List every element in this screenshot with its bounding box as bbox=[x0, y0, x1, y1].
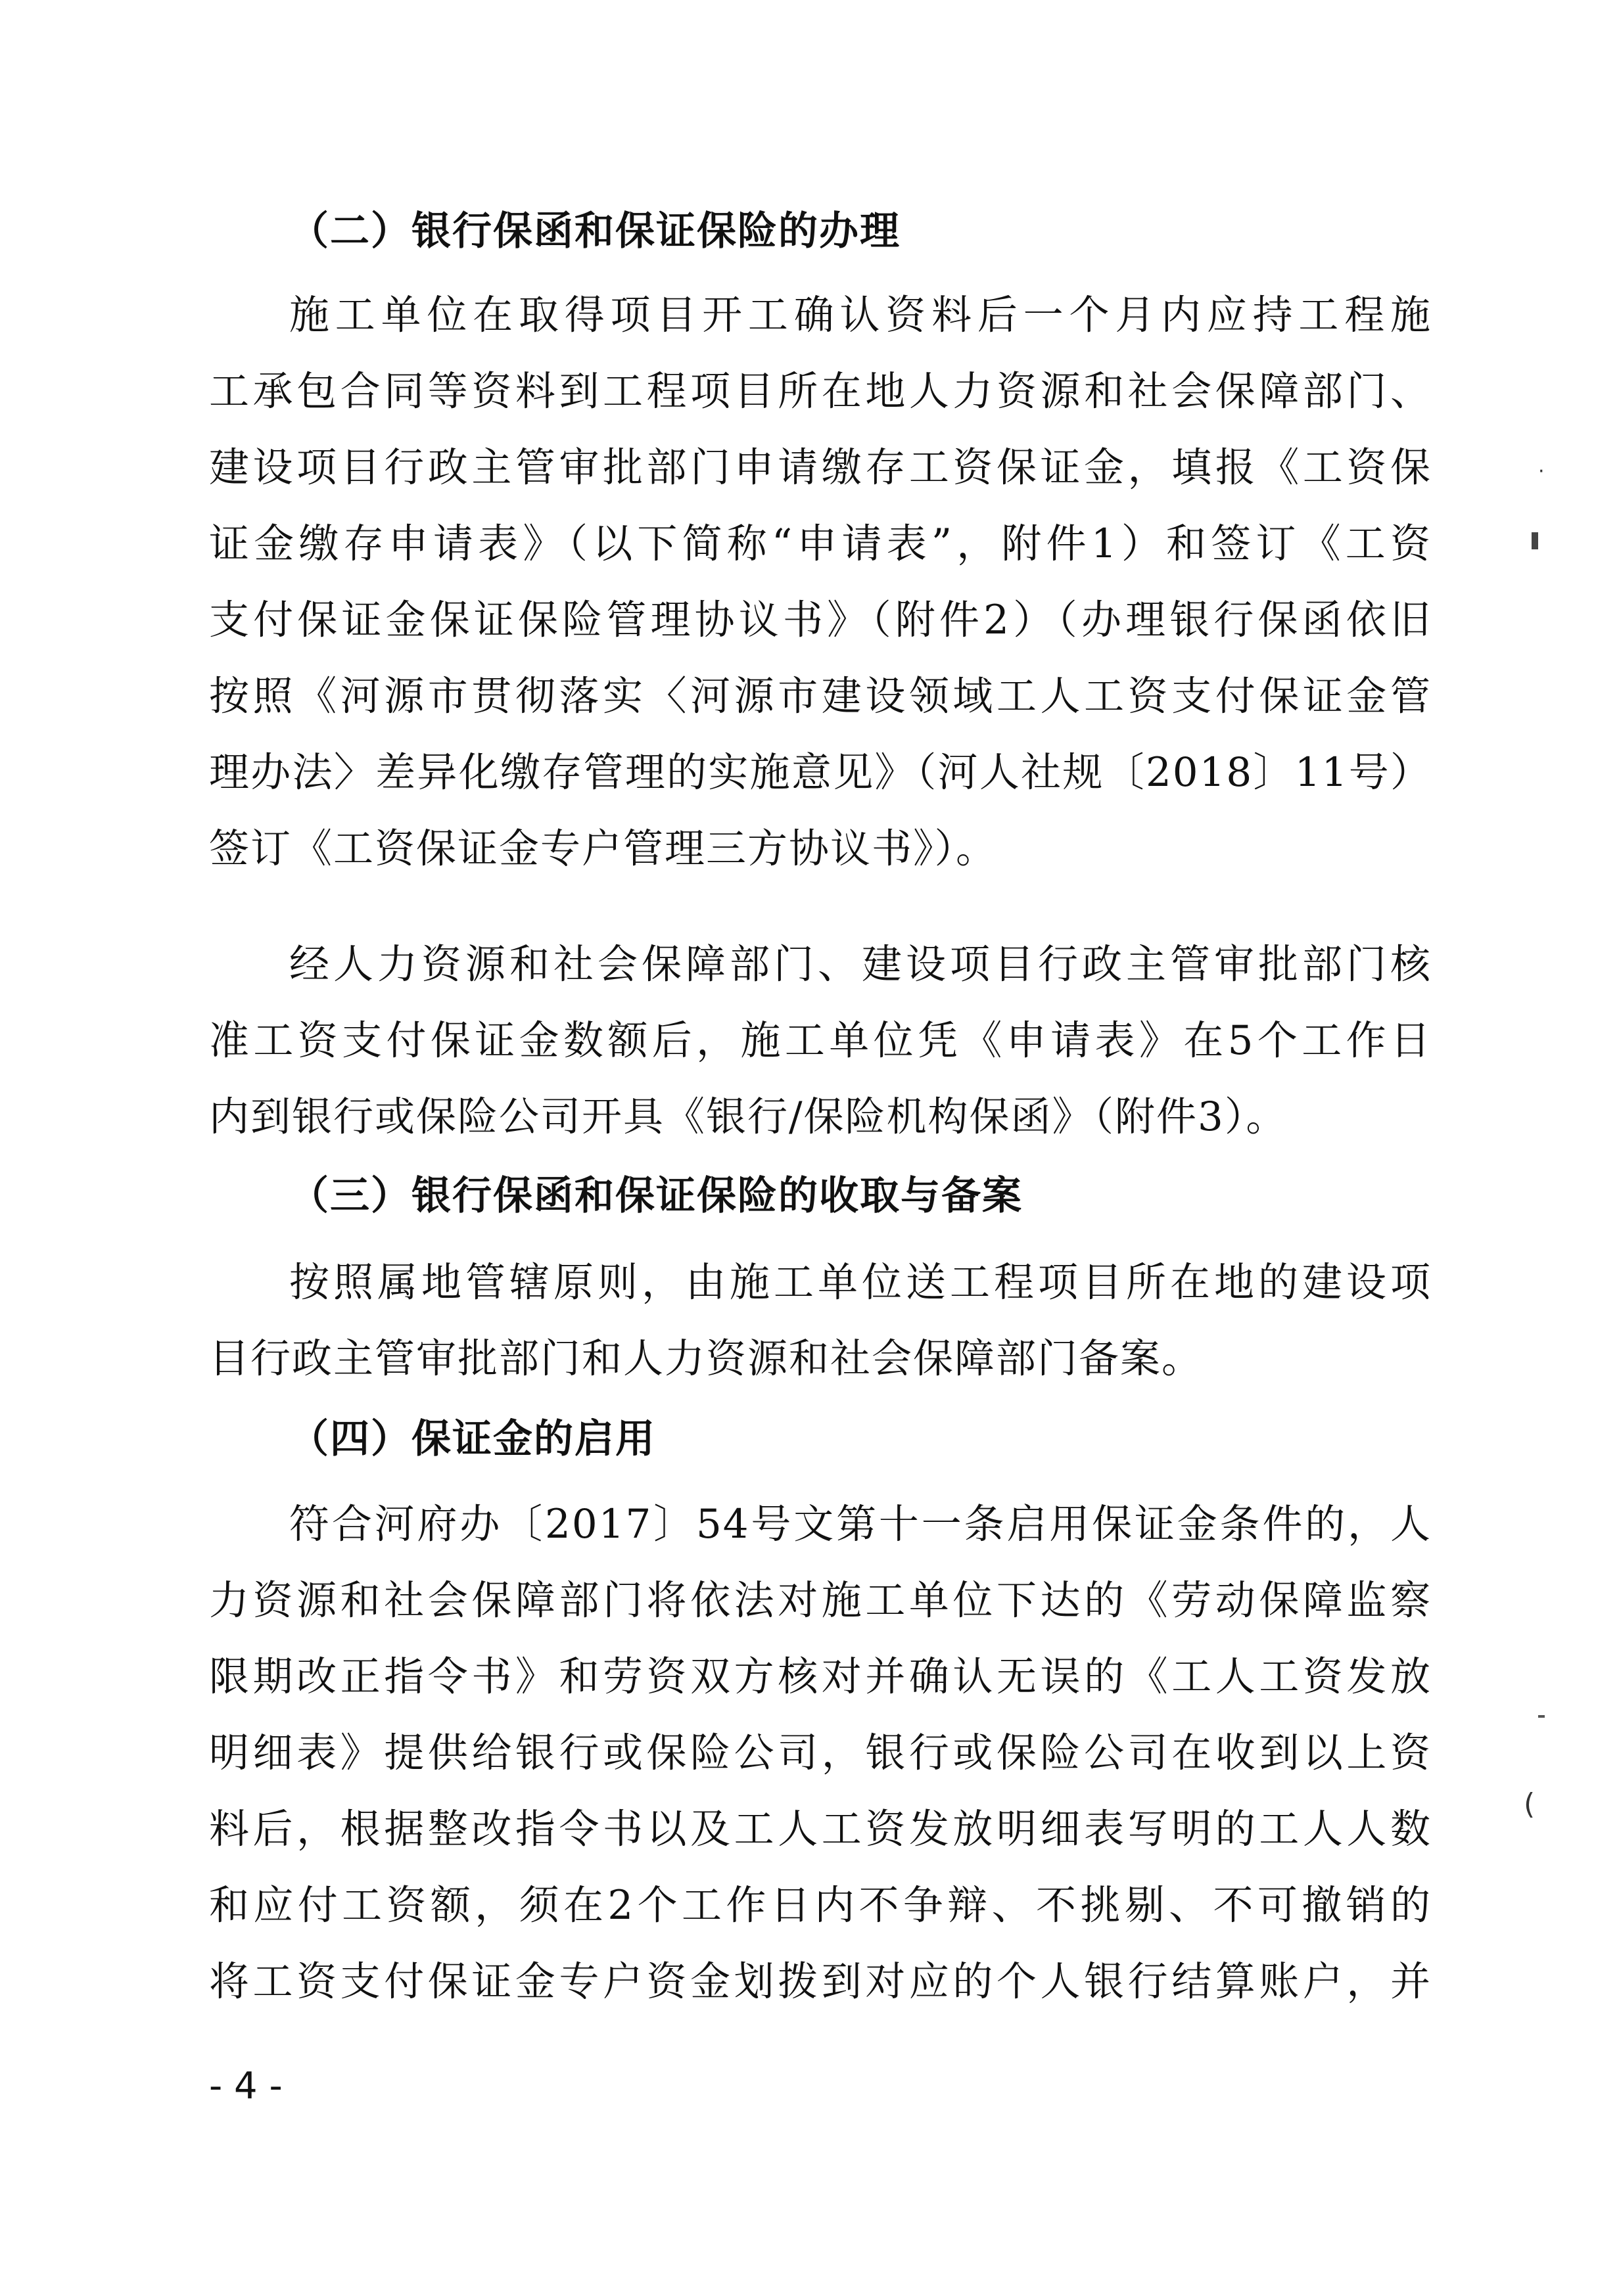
paragraph-2-line-1: 经人力资源和社会保障部门、建设项目行政主管审批部门核 bbox=[289, 941, 1432, 988]
scan-mark: ( bbox=[1524, 1787, 1536, 1821]
paragraph-1-line-3: 建设项目行政主管审批部门申请缴存工资保证金，填报《工资保 bbox=[209, 444, 1432, 491]
paragraph-1-line-4: 证金缴存申请表》（以下简称“申请表”，附件1）和签订《工资 bbox=[209, 520, 1432, 567]
paragraph-3-line-1: 按照属地管辖原则，由施工单位送工程项目所在地的建设项 bbox=[289, 1259, 1432, 1306]
paragraph-2-line-2: 准工资支付保证金数额后，施工单位凭《申请表》在5个工作日 bbox=[209, 1017, 1432, 1064]
section-heading-3: （三）银行保函和保证保险的收取与备案 bbox=[289, 1173, 1023, 1219]
paragraph-4-line-6: 和应付工资额，须在2个工作日内不争辩、不挑剔、不可撤销的 bbox=[209, 1882, 1432, 1929]
paragraph-2-line-3: 内到银行或保险公司开具《银行/保险机构保函》（附件3）。 bbox=[209, 1093, 1288, 1140]
page-number: - 4 - bbox=[209, 2065, 283, 2107]
paragraph-1-line-2: 工承包合同等资料到工程项目所在地人力资源和社会保障部门、 bbox=[209, 368, 1432, 415]
paragraph-1-line-1: 施工单位在取得项目开工确认资料后一个月内应持工程施 bbox=[289, 292, 1432, 338]
scan-mark: · bbox=[1538, 460, 1545, 483]
paragraph-1-line-6: 按照《河源市贯彻落实〈河源市建设领域工人工资支付保证金管 bbox=[209, 673, 1432, 720]
paragraph-4-line-5: 料后，根据整改指令书以及工人工资发放明细表写明的工人人数 bbox=[209, 1806, 1432, 1852]
section-heading-4: （四）保证金的启用 bbox=[289, 1416, 656, 1462]
scan-mark bbox=[1538, 1715, 1545, 1718]
scan-mark bbox=[1532, 532, 1538, 549]
paragraph-4-line-3: 限期改正指令书》和劳资双方核对并确认无误的《工人工资发放 bbox=[209, 1653, 1432, 1700]
paragraph-1-line-8: 签订《工资保证金专户管理三方协议书》）。 bbox=[209, 825, 998, 872]
section-heading-2: （二）银行保函和保证保险的办理 bbox=[289, 208, 901, 254]
paragraph-4-line-7: 将工资支付保证金专户资金划拨到对应的个人银行结算账户，并 bbox=[209, 1958, 1432, 2005]
paragraph-4-line-4: 明细表》提供给银行或保险公司，银行或保险公司在收到以上资 bbox=[209, 1730, 1432, 1776]
paragraph-4-line-1: 符合河府办〔2017〕54号文第十一条启用保证金条件的，人 bbox=[289, 1501, 1432, 1548]
paragraph-4-line-2: 力资源和社会保障部门将依法对施工单位下达的《劳动保障监察 bbox=[209, 1577, 1432, 1624]
paragraph-1-line-5: 支付保证金保证保险管理协议书》（附件2）（办理银行保函依旧 bbox=[209, 597, 1432, 643]
paragraph-3-line-2: 目行政主管审批部门和人力资源和社会保障部门备案。 bbox=[209, 1335, 1204, 1382]
paragraph-1-line-7: 理办法〉差异化缴存管理的实施意见》（河人社规〔2018〕11号） bbox=[209, 749, 1432, 796]
